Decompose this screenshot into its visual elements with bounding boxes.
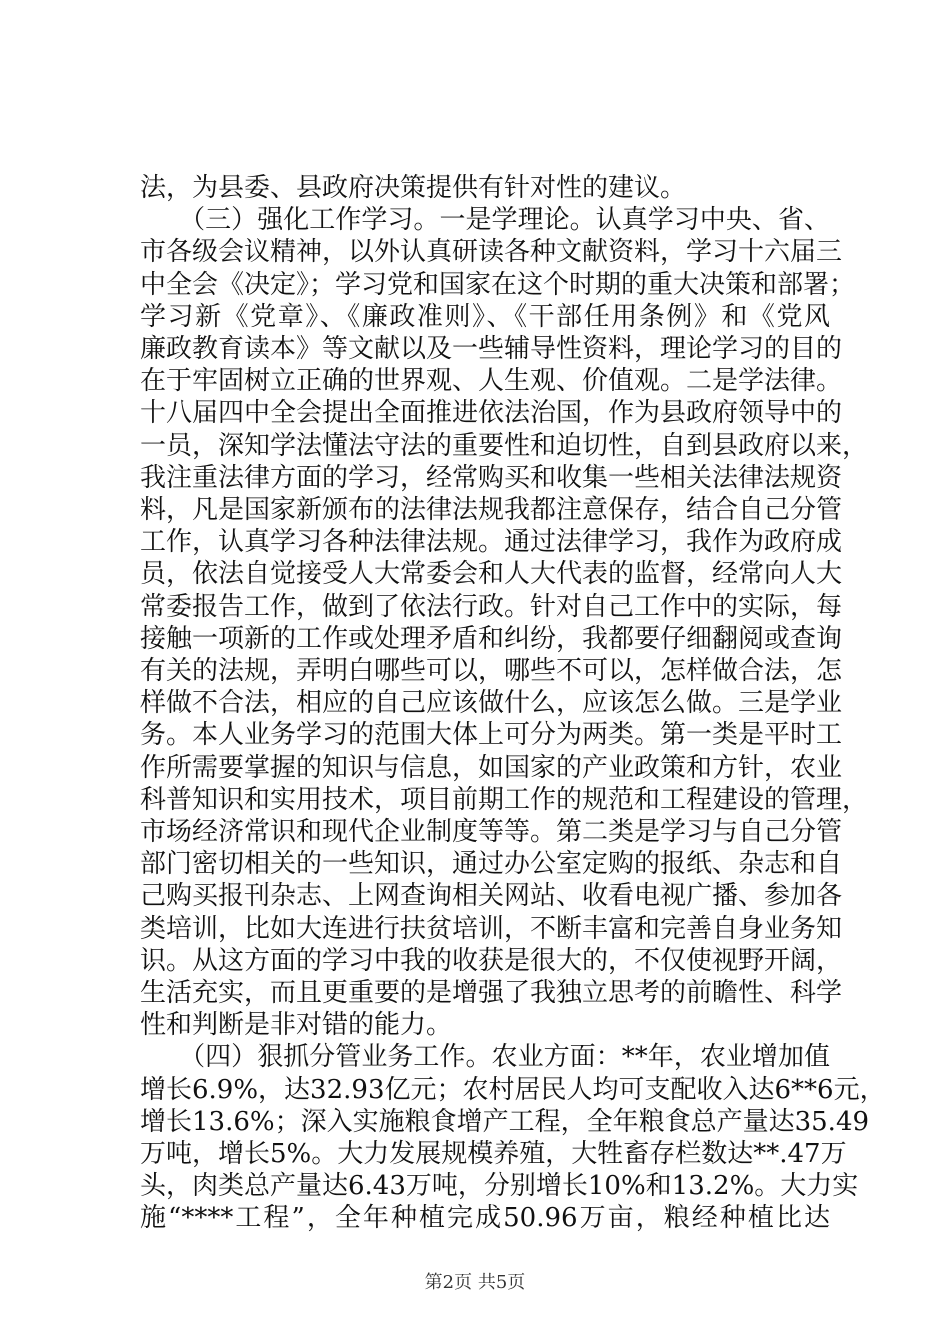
- text-line: 市场经济常识和现代企业制度等等。第二类是学习与自己分管: [140, 817, 843, 847]
- text-line: 工作，认真学习各种法律法规。通过法律学习，我作为政府成: [140, 527, 843, 558]
- text-line: 我注重法律方面的学习，经常购买和收集一些相关法律法规资: [140, 462, 843, 493]
- text-line: 中全会《决定》；学习党和国家在这个时期的重大决策和部署；: [140, 269, 856, 300]
- text-line: 己购买报刊杂志、上网查询相关网站、收看电视广播、参加各: [140, 881, 843, 912]
- text-line: 法，为县委、县政府决策提供有针对性的建议。: [140, 173, 687, 203]
- text-line: 料，凡是国家新颁布的法律法规我都注意保存，结合自己分管: [140, 495, 843, 525]
- text-line: 员，依法自觉接受人大常委会和人大代表的监督，经常向人大: [140, 559, 843, 590]
- text-line: 十八届四中全会提出全面推进依法治国，作为县政府领导中的: [140, 398, 843, 429]
- text-line: 类培训，比如大连进行扶贫培训，不断丰富和完善自身业务知: [140, 913, 843, 944]
- text-line: 性和判断是非对错的能力。: [140, 1010, 453, 1041]
- text-line: 万吨，增长5%。大力发展规模养殖，大牲畜存栏数达**.47万: [140, 1139, 847, 1169]
- text-line: 务。本人业务学习的范围大体上可分为两类。第一类是平时工: [140, 720, 843, 751]
- text-line: 作所需要掌握的知识与信息，如国家的产业政策和方针，农业: [140, 752, 843, 783]
- text-line: 样做不合法，相应的自己应该做什么，应该怎么做。三是学业: [140, 688, 843, 719]
- text-line: 市各级会议精神，以外认真研读各种文献资料，学习十六届三: [140, 237, 843, 268]
- text-line: 识。从这方面的学习中我的收获是很大的，不仅使视野开阔，: [140, 945, 843, 976]
- text-line: 接触一项新的工作或处理矛盾和纠纷，我都要仔细翻阅或查询: [140, 623, 843, 654]
- text-line: 一员，深知学法懂法守法的重要性和迫切性，自到县政府以来，: [140, 430, 869, 461]
- text-line: 头，肉类总产量达6.43万吨，分别增长10%和13.2%。大力实: [140, 1171, 859, 1202]
- text-line: 增长6.9%，达32.93亿元；农村居民人均可支配收入达6**6元，: [140, 1074, 886, 1105]
- text-line: 廉政教育读本》等文献以及一些辅导性资料，理论学习的目的: [140, 334, 843, 364]
- text-line: 在于牢固树立正确的世界观、人生观、价值观。二是学法律。: [140, 366, 843, 397]
- text-line: 增长13.6%；深入实施粮食增产工程，全年粮食总产量达35.49: [140, 1106, 870, 1137]
- text-line: 施“****工程”，全年种植完成50.96万亩，粮经种植比达: [140, 1203, 830, 1234]
- text-line: （四）狠抓分管业务工作。农业方面：**年，农业增加值: [140, 1042, 830, 1073]
- text-line: 常委报告工作，做到了依法行政。针对自己工作中的实际，每: [140, 591, 843, 622]
- page-footer: 第2页 共5页: [424, 1272, 526, 1293]
- text-line: 部门密切相关的一些知识，通过办公室定购的报纸、杂志和自: [140, 849, 843, 880]
- text-line: （三）强化工作学习。一是学理论。认真学习中央、省、: [140, 205, 830, 236]
- text-line: 学习新《党章》、《廉政准则》、《干部任用条例》和《党风: [140, 301, 830, 332]
- text-line: 有关的法规，弄明白哪些可以，哪些不可以，怎样做合法，怎: [140, 656, 843, 686]
- text-line: 生活充实，而且更重要的是增强了我独立思考的前瞻性、科学: [140, 978, 843, 1008]
- text-line: 科普知识和实用技术，项目前期工作的规范和工程建设的管理，: [140, 784, 869, 815]
